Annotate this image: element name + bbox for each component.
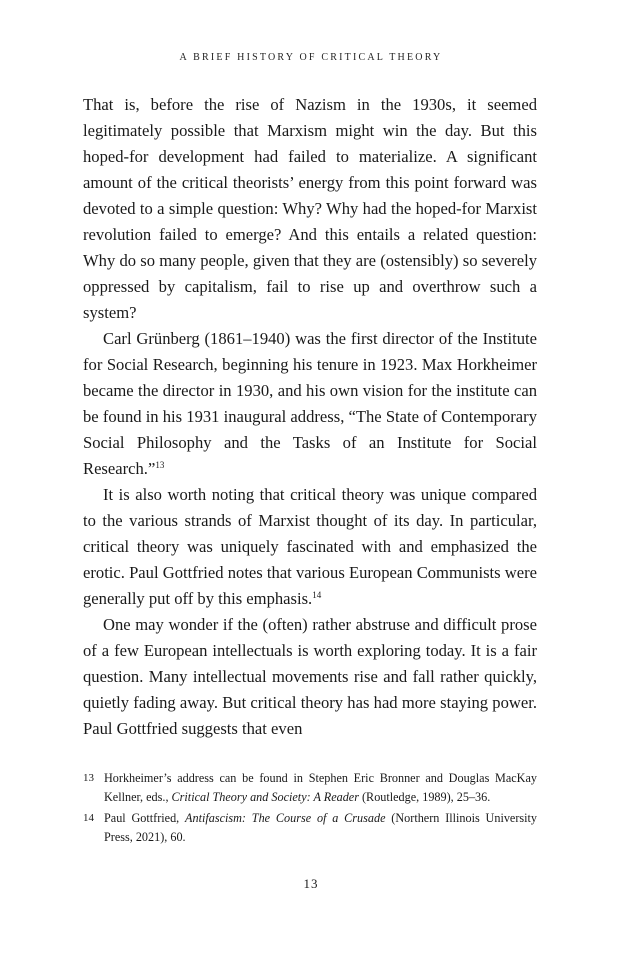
page-number: 13: [303, 876, 319, 891]
footnotes: [83, 769, 537, 849]
footnote-reference[interactable]: 14: [312, 590, 322, 600]
footnote-reference[interactable]: 13: [155, 460, 165, 470]
footnote: [83, 809, 537, 847]
footnote-text: Paul Gottfried, Antifascism: The Course of a Crusade (Northern Illinois University Press, 2021), 60.: [104, 811, 537, 844]
footnote-text: Horkheimer’s address can be found in Stephen Eric Bronner and Douglas MacKay Kellner, eds., Critical Theory and Society: A Reader (Routledge, 1989), 25–36.: [104, 771, 537, 804]
body-text: [83, 92, 537, 742]
paragraph: That is, before the rise of Nazism in the 1930s, it seemed legitimately possible that Marxism might win the day. But this hoped-for development had failed to materialize. A significant amount of the critical theorists’ energy from this point forward was devoted to a simple question: Why? Why had the hoped-for Marxist revolution failed to emerge? And this entails a related question: Why do so many people, given that they are (ostensibly) so severely oppressed by capitalism, fail to rise up and overthrow such a system?: [83, 95, 537, 322]
running-head: A BRIEF HISTORY OF CRITICAL THEORY: [179, 52, 443, 63]
paragraph: Carl Grünberg (1861–1940) was the first director of the Institute for Social Research, beginning his tenure in 1923. Max Horkheimer became the director in 1930, and his own vision for the institute can be found in his 1931 inaugural address, “The State of Contemporary Social Philosophy and the Tasks of an Institute for Social Research.”$^{13}$: [83, 329, 537, 478]
footnote: [83, 769, 537, 807]
footnote-number: 14: [83, 812, 94, 824]
footnote-number: 13: [83, 772, 94, 784]
book-title: Antifascism: The Course of a Crusade: [185, 811, 386, 825]
paragraph: One may wonder if the (often) rather abstruse and difficult prose of a few European intellectuals is worth exploring today. It is a fair question. Many intellectual movements rise and fall rather quickly, quietly fading away. But critical theory has had more staying power. Paul Gottfried suggests that even: [83, 615, 537, 738]
book-title: Critical Theory and Society: A Reader: [171, 790, 359, 804]
paragraph: It is also worth noting that critical theory was unique compared to the various strands of Marxist thought of its day. In particular, critical theory was uniquely fascinated with and emphasized the erotic. Paul Gottfried notes that various European Communists were generally put off by this emphasis.$^{14}$: [83, 485, 537, 608]
